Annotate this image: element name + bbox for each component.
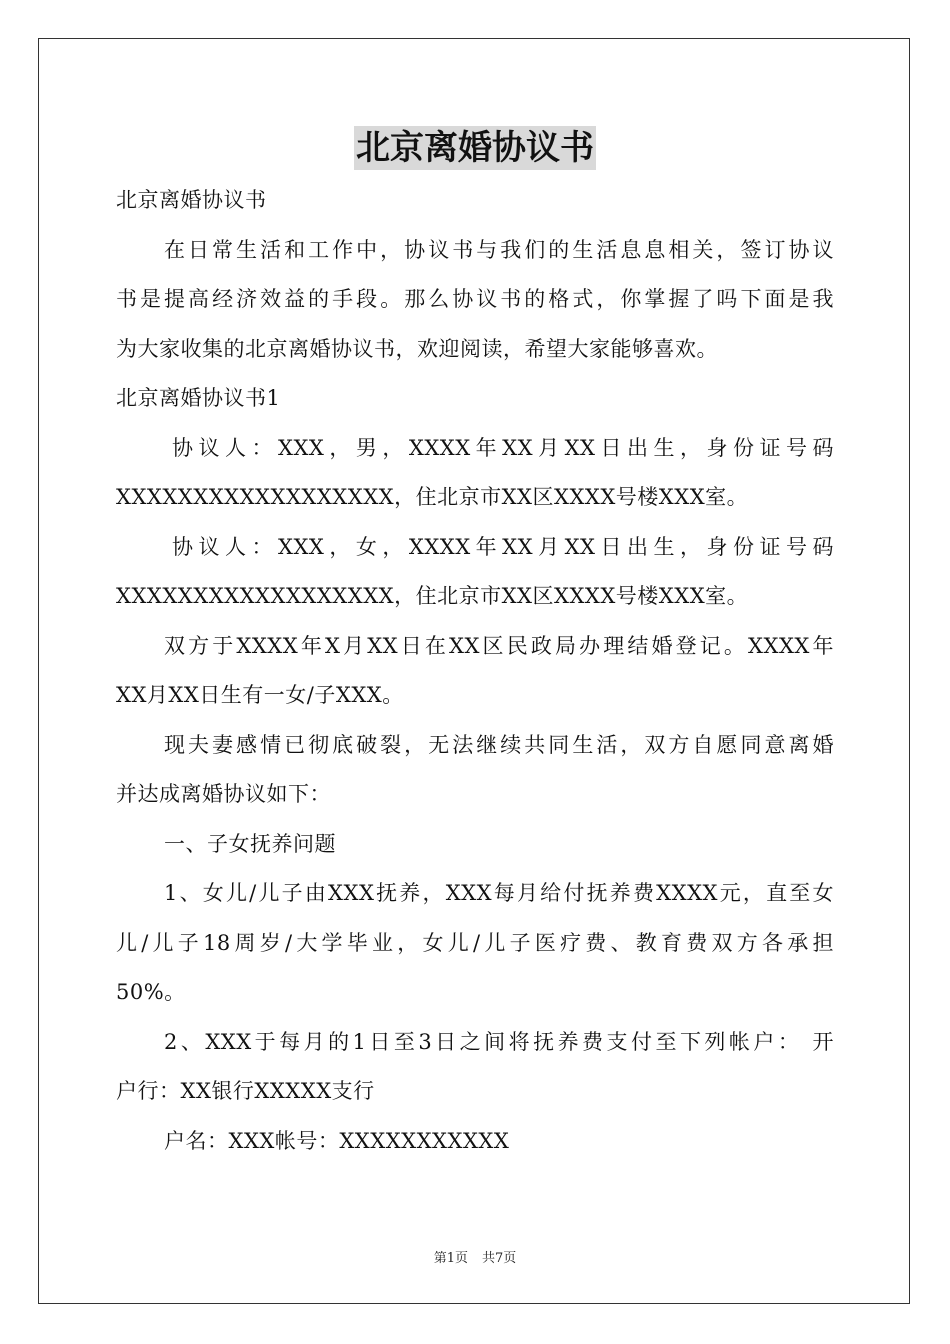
body-line: XXXXXXXXXXXXXXXXXX，住北京市XX区XXXX号楼XXX室。: [116, 584, 749, 608]
body-line: 协议人：XXX，男，XXXX年XX月XX日出生，身份证号码: [172, 435, 834, 460]
body-line: 50%。: [116, 980, 186, 1004]
page-number: 第1页: [433, 1251, 468, 1266]
body-line-subtitle: 北京离婚协议书: [116, 188, 267, 212]
body-line: 户名：XXX帐号：XXXXXXXXXXX: [164, 1128, 510, 1153]
body-line: 2、XXX于每月的1日至3日之间将抚养费支付至下列帐户： 开: [164, 1029, 834, 1054]
document-body: [116, 176, 834, 1166]
document-title: 北京离婚协议书: [356, 128, 594, 168]
body-line: 双方于XXXX年X月XX日在XX区民政局办理结婚登记。XXXX年: [164, 633, 834, 658]
body-line: 并达成离婚协议如下：: [116, 782, 331, 806]
body-line: 1、女儿/儿子由XXX抚养，XXX每月给付抚养费XXXX元，直至女: [164, 881, 834, 905]
page-footer: [0, 1247, 950, 1266]
body-line: 为大家收集的北京离婚协议书，欢迎阅读，希望大家能够喜欢。: [116, 336, 718, 361]
body-line: 协议人：XXX，女，XXXX年XX月XX日出生，身份证号码: [172, 534, 834, 559]
title-wrap: [0, 126, 950, 170]
page-total: 共7页: [482, 1251, 517, 1266]
body-line: XXXXXXXXXXXXXXXXXX，住北京市XX区XXXX号楼XXX室。: [116, 485, 749, 509]
body-line: XX月XX日生有一女/子XXX。: [116, 683, 404, 707]
body-line: 一、子女抚养问题: [164, 831, 336, 856]
body-line: 儿/儿子18周岁/大学毕业，女儿/儿子医疗费、教育费双方各承担: [116, 930, 834, 955]
body-line: 户行：XX银行XXXXX支行: [116, 1079, 375, 1103]
body-line: 书是提高经济效益的手段。那么协议书的格式，你掌握了吗下面是我: [116, 287, 834, 311]
body-line-section-heading: 北京离婚协议书1: [116, 386, 281, 410]
body-line: 在日常生活和工作中，协议书与我们的生活息息相关，签订协议: [164, 237, 834, 262]
body-line: 现夫妻感情已彻底破裂，无法继续共同生活，双方自愿同意离婚: [164, 732, 834, 757]
